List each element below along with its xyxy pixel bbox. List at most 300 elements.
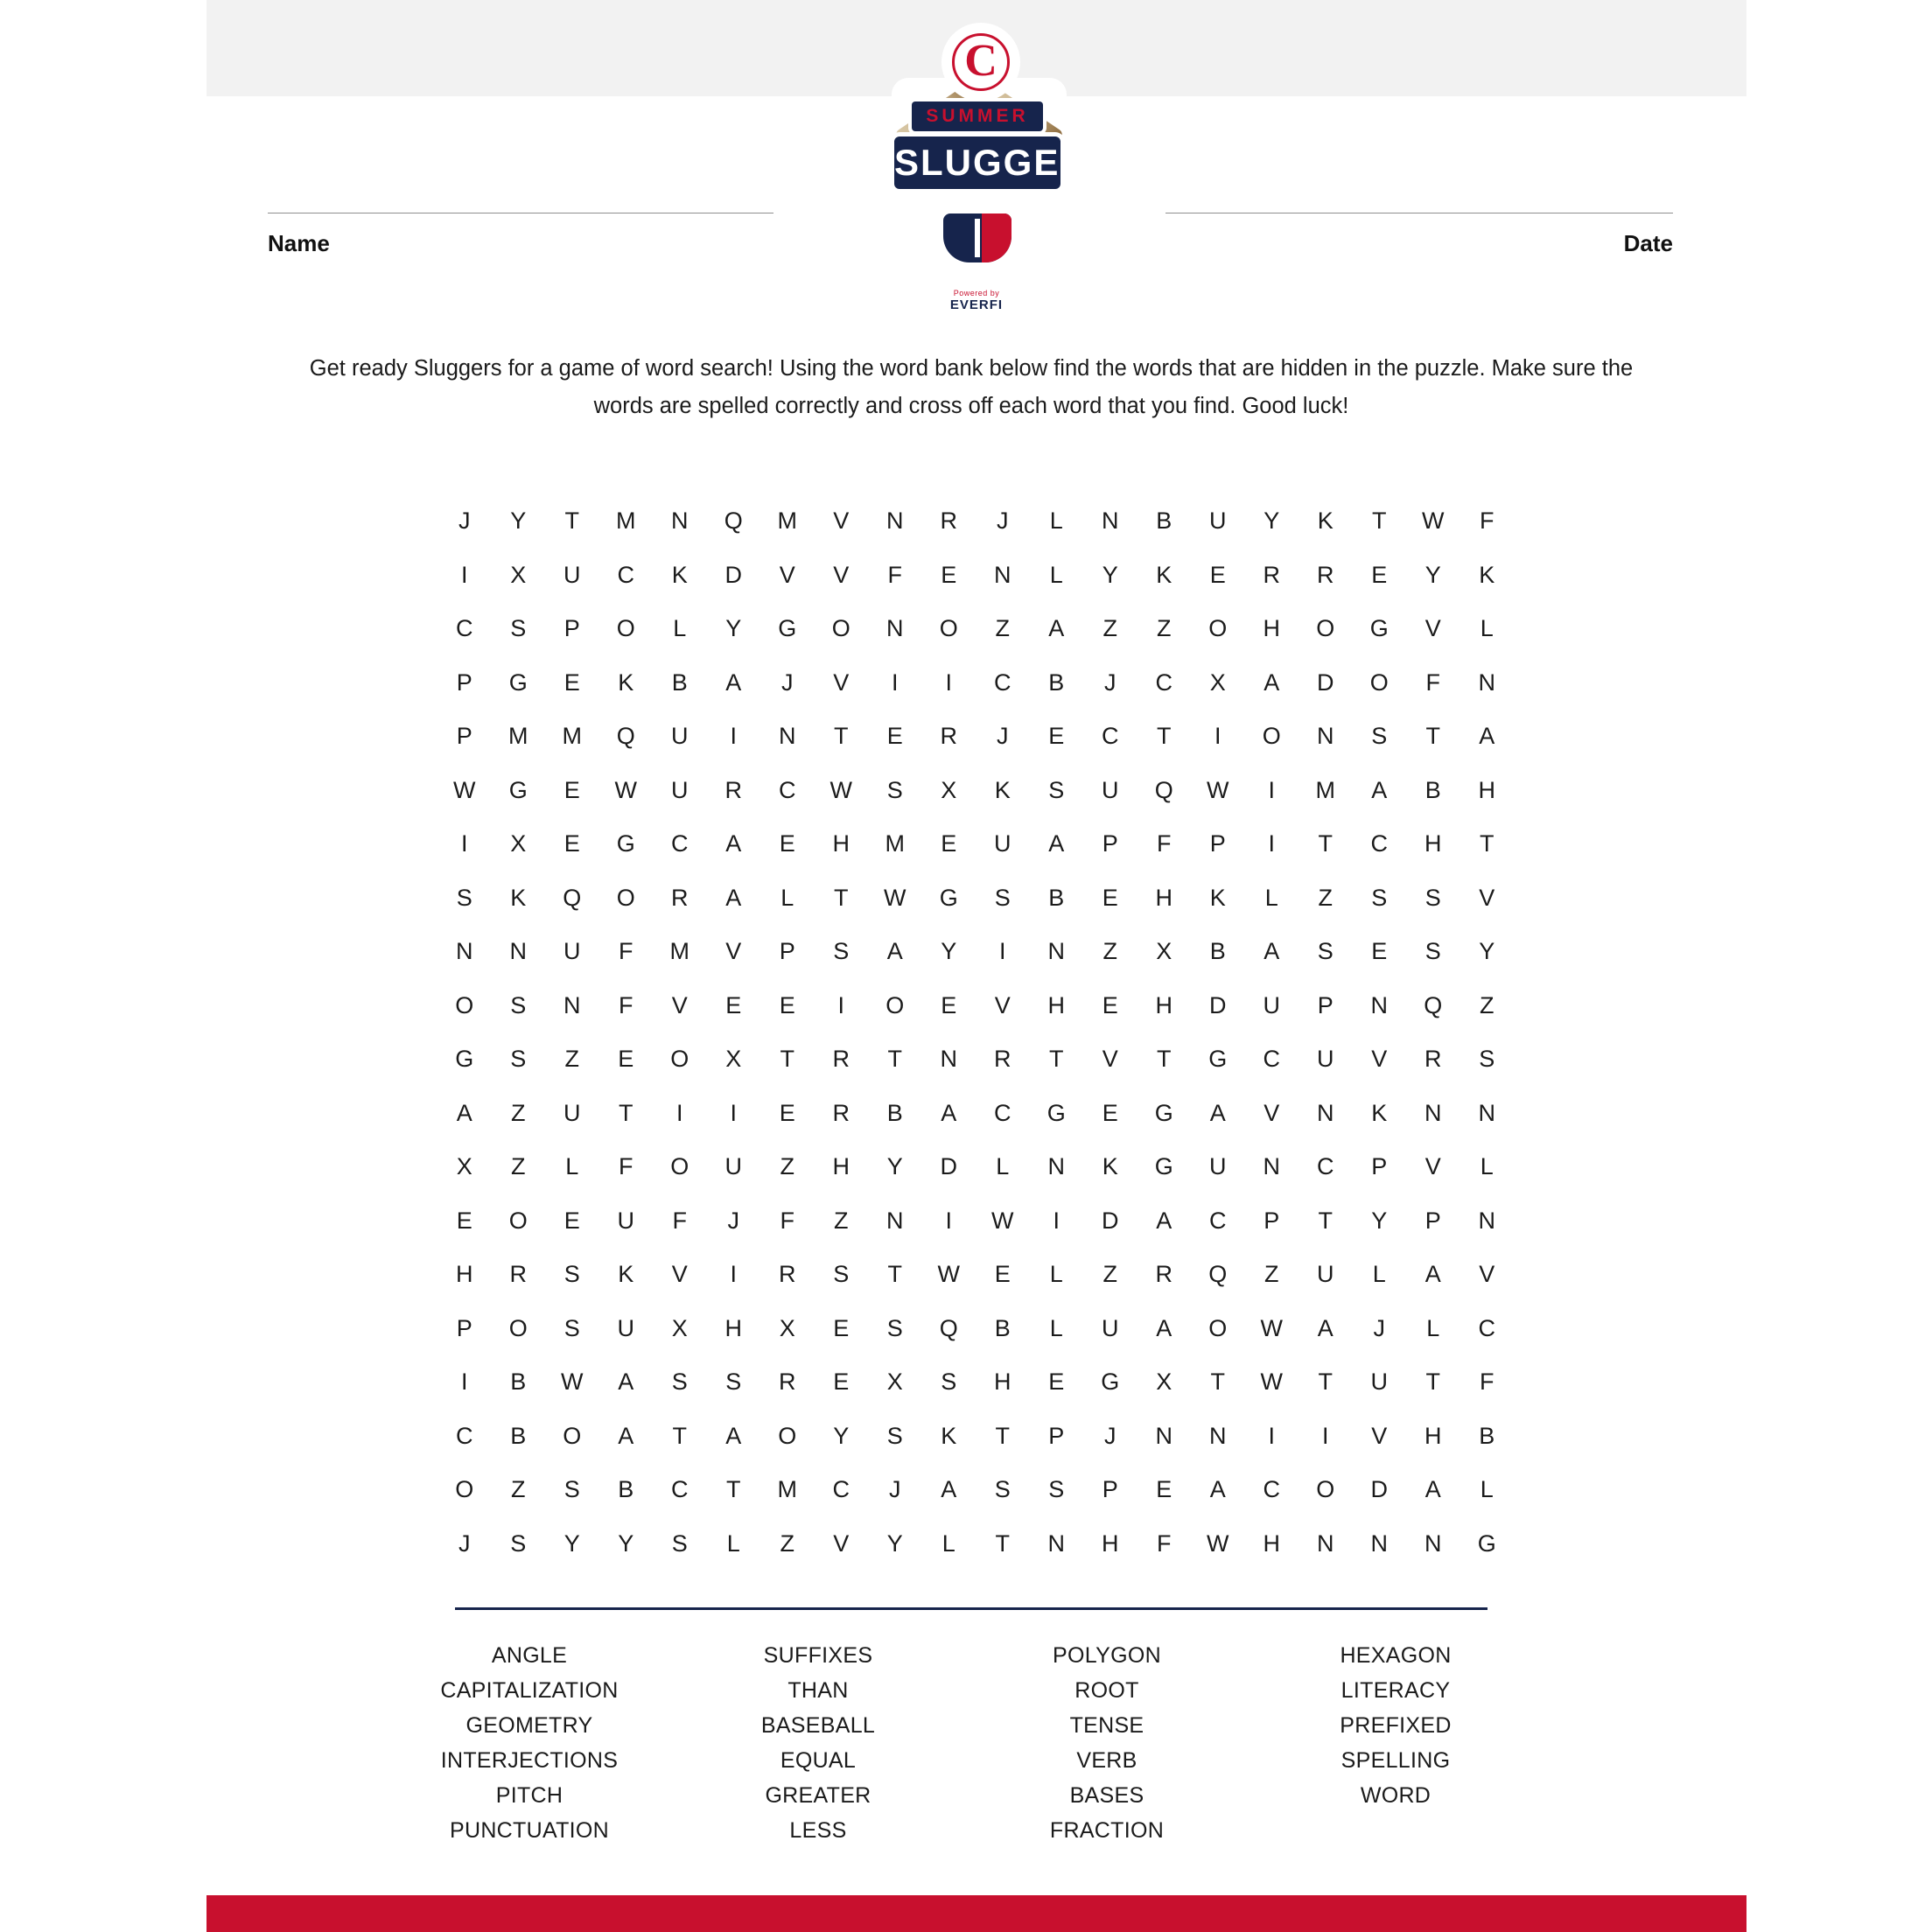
grid-cell[interactable]: B (1156, 508, 1172, 535)
grid-cell[interactable]: R (940, 508, 957, 535)
grid-cell[interactable]: N (1317, 723, 1334, 750)
grid-cell[interactable]: T (619, 1099, 634, 1126)
word-bank-item[interactable]: EQUAL (780, 1748, 857, 1773)
grid-cell[interactable]: Q (1208, 1261, 1228, 1288)
grid-cell[interactable]: O (1262, 723, 1281, 750)
grid-cell[interactable]: J (781, 668, 794, 696)
grid-cell[interactable]: T (887, 1046, 902, 1073)
grid-cell[interactable]: Y (941, 938, 957, 965)
grid-cell[interactable]: Y (1424, 561, 1441, 588)
grid-cell[interactable]: A (618, 1368, 634, 1396)
grid-cell[interactable]: Z (1264, 1261, 1279, 1288)
grid-cell[interactable]: P (456, 1314, 472, 1341)
grid-cell[interactable]: C (456, 1422, 473, 1449)
grid-cell[interactable]: H (1155, 884, 1172, 911)
grid-cell[interactable]: C (1102, 723, 1119, 750)
grid-cell[interactable]: A (725, 668, 742, 696)
grid-cell[interactable]: S (833, 938, 850, 965)
grid-cell[interactable]: U (564, 561, 581, 588)
grid-cell[interactable]: O (455, 991, 474, 1018)
grid-cell[interactable]: V (1102, 1046, 1118, 1073)
grid-cell[interactable]: H (1155, 991, 1172, 1018)
grid-cell[interactable]: L (1049, 561, 1063, 588)
grid-cell[interactable]: I (1268, 830, 1275, 858)
grid-cell[interactable]: U (617, 1207, 634, 1234)
grid-cell[interactable]: B (886, 1099, 903, 1126)
grid-cell[interactable]: W (937, 1261, 960, 1288)
grid-cell[interactable]: S (564, 1314, 580, 1341)
grid-cell[interactable]: Z (1157, 615, 1172, 642)
grid-cell[interactable]: S (1317, 938, 1334, 965)
grid-cell[interactable]: G (939, 884, 958, 911)
grid-cell[interactable]: N (1263, 1153, 1280, 1180)
grid-cell[interactable]: N (1047, 1530, 1065, 1557)
grid-cell[interactable]: N (1478, 1099, 1495, 1126)
grid-cell[interactable]: P (456, 723, 472, 750)
grid-cell[interactable]: S (833, 1261, 850, 1288)
word-bank-item[interactable]: PUNCTUATION (450, 1818, 609, 1843)
grid-cell[interactable]: N (564, 991, 581, 1018)
grid-cell[interactable]: V (833, 508, 850, 535)
grid-cell[interactable]: E (779, 830, 795, 858)
grid-cell[interactable]: R (1155, 1261, 1172, 1288)
grid-cell[interactable]: N (456, 938, 473, 965)
grid-cell[interactable]: U (724, 1153, 742, 1180)
grid-cell[interactable]: W (1260, 1314, 1283, 1341)
grid-cell[interactable]: E (941, 830, 957, 858)
grid-cell[interactable]: N (1370, 1530, 1388, 1557)
word-bank-item[interactable]: POLYGON (1053, 1643, 1161, 1668)
grid-cell[interactable]: J (458, 1530, 471, 1557)
grid-cell[interactable]: P (564, 615, 580, 642)
grid-cell[interactable]: E (725, 991, 742, 1018)
word-bank-item[interactable]: VERB (1076, 1748, 1138, 1773)
grid-cell[interactable]: L (1049, 1261, 1063, 1288)
grid-cell[interactable]: L (673, 615, 687, 642)
grid-cell[interactable]: Z (995, 615, 1010, 642)
grid-cell[interactable]: D (1209, 991, 1227, 1018)
grid-cell[interactable]: W (830, 776, 852, 803)
grid-cell[interactable]: Z (511, 1153, 526, 1180)
grid-cell[interactable]: M (616, 508, 636, 535)
grid-cell[interactable]: P (1209, 830, 1226, 858)
grid-cell[interactable]: K (941, 1422, 957, 1449)
grid-cell[interactable]: M (777, 1476, 797, 1503)
grid-cell[interactable]: J (1104, 1422, 1116, 1449)
grid-cell[interactable]: U (1209, 1153, 1227, 1180)
grid-cell[interactable]: W (453, 776, 476, 803)
grid-cell[interactable]: I (460, 830, 468, 858)
grid-cell[interactable]: N (886, 1207, 904, 1234)
grid-cell[interactable]: A (725, 884, 742, 911)
word-bank-item[interactable]: WORD (1360, 1783, 1432, 1808)
word-bank-item[interactable]: FRACTION (1049, 1818, 1165, 1843)
grid-cell[interactable]: V (833, 561, 850, 588)
grid-cell[interactable]: V (1424, 1153, 1441, 1180)
grid-cell[interactable]: B (510, 1422, 527, 1449)
grid-cell[interactable]: Y (833, 1422, 850, 1449)
grid-cell[interactable]: B (994, 1314, 1011, 1341)
grid-cell[interactable]: N (1102, 508, 1119, 535)
grid-cell[interactable]: Z (1102, 1261, 1117, 1288)
grid-cell[interactable]: H (1424, 1422, 1442, 1449)
grid-cell[interactable]: T (1480, 830, 1494, 858)
grid-cell[interactable]: I (676, 1099, 683, 1126)
grid-cell[interactable]: A (1156, 1207, 1172, 1234)
grid-cell[interactable]: E (994, 1261, 1011, 1288)
grid-cell[interactable]: G (778, 615, 797, 642)
grid-cell[interactable]: I (460, 561, 468, 588)
grid-cell[interactable]: W (1422, 508, 1445, 535)
grid-cell[interactable]: N (509, 938, 527, 965)
grid-cell[interactable]: E (1371, 938, 1388, 965)
grid-cell[interactable]: O (1316, 615, 1335, 642)
word-bank-item[interactable]: TENSE (1069, 1713, 1144, 1738)
grid-cell[interactable]: W (1207, 776, 1229, 803)
grid-cell[interactable]: W (1260, 1368, 1283, 1396)
grid-cell[interactable]: X (510, 561, 527, 588)
word-bank-item[interactable]: SUFFIXES (763, 1643, 873, 1668)
grid-cell[interactable]: D (724, 561, 742, 588)
grid-cell[interactable]: N (1047, 1153, 1065, 1180)
grid-cell[interactable]: F (619, 1153, 634, 1180)
grid-cell[interactable]: L (1372, 1261, 1386, 1288)
grid-cell[interactable]: T (1157, 1046, 1172, 1073)
grid-cell[interactable]: I (730, 1261, 737, 1288)
grid-cell[interactable]: R (1263, 561, 1280, 588)
grid-cell[interactable]: C (671, 830, 689, 858)
grid-cell[interactable]: E (564, 830, 580, 858)
grid-cell[interactable]: M (669, 938, 690, 965)
grid-cell[interactable]: N (1478, 668, 1495, 696)
grid-cell[interactable]: K (618, 668, 634, 696)
grid-cell[interactable]: R (1317, 561, 1334, 588)
grid-cell[interactable]: E (1156, 1476, 1172, 1503)
grid-cell[interactable]: N (1424, 1530, 1442, 1557)
grid-cell[interactable]: S (1048, 776, 1065, 803)
grid-cell[interactable]: K (994, 776, 1011, 803)
grid-cell[interactable]: L (1049, 1314, 1063, 1341)
grid-cell[interactable]: H (724, 1314, 742, 1341)
grid-cell[interactable]: S (456, 884, 472, 911)
grid-cell[interactable]: H (1047, 991, 1065, 1018)
grid-cell[interactable]: Q (563, 884, 582, 911)
grid-cell[interactable]: J (1373, 1314, 1385, 1341)
grid-cell[interactable]: Y (1371, 1207, 1388, 1234)
word-bank-item[interactable]: CAPITALIZATION (440, 1678, 619, 1703)
grid-cell[interactable]: P (1264, 1207, 1280, 1234)
grid-cell[interactable]: J (458, 508, 471, 535)
grid-cell[interactable]: K (1317, 508, 1334, 535)
grid-cell[interactable]: P (1317, 991, 1334, 1018)
grid-cell[interactable]: A (1264, 668, 1280, 696)
grid-cell[interactable]: A (1048, 615, 1065, 642)
grid-cell[interactable]: N (1047, 938, 1065, 965)
grid-cell[interactable]: K (1209, 884, 1226, 911)
grid-cell[interactable]: I (945, 1207, 952, 1234)
grid-cell[interactable]: C (994, 668, 1012, 696)
grid-cell[interactable]: V (1479, 884, 1495, 911)
grid-cell[interactable]: I (730, 723, 737, 750)
grid-cell[interactable]: A (1479, 723, 1495, 750)
grid-cell[interactable]: L (1426, 1314, 1440, 1341)
grid-cell[interactable]: C (1317, 1153, 1334, 1180)
grid-cell[interactable]: C (779, 776, 796, 803)
grid-cell[interactable]: T (1318, 1368, 1333, 1396)
grid-cell[interactable]: O (670, 1046, 690, 1073)
grid-cell[interactable]: I (1268, 1422, 1275, 1449)
grid-cell[interactable]: S (886, 776, 903, 803)
grid-cell[interactable]: L (1480, 1476, 1494, 1503)
word-bank-item[interactable]: ROOT (1074, 1678, 1139, 1703)
word-bank-item[interactable]: ANGLE (491, 1643, 568, 1668)
grid-cell[interactable]: H (994, 1368, 1012, 1396)
word-bank-item[interactable]: BASEBALL (760, 1713, 876, 1738)
grid-cell[interactable]: H (1263, 615, 1280, 642)
grid-cell[interactable]: D (1102, 1207, 1119, 1234)
grid-cell[interactable]: E (941, 991, 957, 1018)
grid-cell[interactable]: N (1317, 1530, 1334, 1557)
grid-cell[interactable]: G (1154, 1099, 1173, 1126)
grid-cell[interactable]: I (730, 1099, 737, 1126)
grid-cell[interactable]: N (1317, 1099, 1334, 1126)
grid-cell[interactable]: U (671, 723, 689, 750)
grid-cell[interactable]: U (1102, 1314, 1119, 1341)
grid-cell[interactable]: S (564, 1476, 580, 1503)
grid-cell[interactable]: T (1210, 1368, 1225, 1396)
grid-cell[interactable]: S (725, 1368, 742, 1396)
grid-cell[interactable]: Q (939, 1314, 958, 1341)
grid-cell[interactable]: Y (1479, 938, 1495, 965)
grid-cell[interactable]: U (671, 776, 689, 803)
grid-cell[interactable]: L (565, 1153, 579, 1180)
grid-cell[interactable]: F (672, 1207, 687, 1234)
grid-cell[interactable]: E (618, 1046, 634, 1073)
grid-cell[interactable]: T (1157, 723, 1172, 750)
grid-cell[interactable]: P (1424, 1207, 1441, 1234)
grid-cell[interactable]: E (1048, 1368, 1065, 1396)
grid-cell[interactable]: R (832, 1046, 850, 1073)
grid-cell[interactable]: K (671, 561, 688, 588)
grid-cell[interactable]: I (1268, 776, 1275, 803)
grid-cell[interactable]: R (509, 1261, 527, 1288)
grid-cell[interactable]: V (671, 991, 688, 1018)
grid-cell[interactable]: F (1425, 668, 1440, 696)
grid-cell[interactable]: T (1372, 508, 1387, 535)
grid-cell[interactable]: V (833, 1530, 850, 1557)
grid-cell[interactable]: T (1318, 830, 1333, 858)
grid-cell[interactable]: U (1102, 776, 1119, 803)
grid-cell[interactable]: Q (616, 723, 635, 750)
grid-cell[interactable]: E (833, 1314, 850, 1341)
grid-cell[interactable]: E (779, 1099, 795, 1126)
grid-cell[interactable]: A (1209, 1476, 1226, 1503)
grid-cell[interactable]: N (1478, 1207, 1495, 1234)
grid-cell[interactable]: P (1371, 1153, 1388, 1180)
grid-cell[interactable]: C (832, 1476, 850, 1503)
grid-cell[interactable]: O (508, 1314, 528, 1341)
grid-cell[interactable]: S (994, 884, 1011, 911)
grid-cell[interactable]: O (616, 884, 635, 911)
grid-cell[interactable]: U (1370, 1368, 1388, 1396)
grid-cell[interactable]: A (1209, 1099, 1226, 1126)
grid-cell[interactable]: N (886, 615, 904, 642)
grid-cell[interactable]: G (1208, 1046, 1228, 1073)
grid-cell[interactable]: B (1479, 1422, 1495, 1449)
grid-cell[interactable]: G (455, 1046, 474, 1073)
grid-cell[interactable]: I (1321, 1422, 1329, 1449)
grid-cell[interactable]: S (1424, 884, 1441, 911)
grid-cell[interactable]: N (1155, 1422, 1172, 1449)
grid-cell[interactable]: K (1371, 1099, 1388, 1126)
grid-cell[interactable]: U (994, 830, 1012, 858)
grid-cell[interactable]: S (564, 1261, 580, 1288)
grid-cell[interactable]: S (510, 615, 527, 642)
grid-cell[interactable]: O (1208, 615, 1228, 642)
grid-cell[interactable]: Z (1102, 615, 1117, 642)
grid-cell[interactable]: S (886, 1422, 903, 1449)
grid-cell[interactable]: T (1425, 1368, 1440, 1396)
grid-cell[interactable]: A (886, 938, 903, 965)
grid-cell[interactable]: N (1209, 1422, 1227, 1449)
grid-cell[interactable]: Y (886, 1530, 903, 1557)
grid-cell[interactable]: C (1370, 830, 1388, 858)
grid-cell[interactable]: C (1263, 1476, 1280, 1503)
grid-cell[interactable]: U (1317, 1261, 1334, 1288)
grid-cell[interactable]: H (1424, 830, 1442, 858)
grid-cell[interactable]: C (1155, 668, 1172, 696)
word-bank-item[interactable]: SPELLING (1340, 1748, 1451, 1773)
grid-cell[interactable]: C (456, 615, 473, 642)
grid-cell[interactable]: W (991, 1207, 1014, 1234)
grid-cell[interactable]: Z (1318, 884, 1333, 911)
grid-cell[interactable]: S (510, 1046, 527, 1073)
word-bank-item[interactable]: PREFIXED (1340, 1713, 1452, 1738)
word-bank-item[interactable]: LITERACY (1340, 1678, 1451, 1703)
grid-cell[interactable]: S (671, 1530, 688, 1557)
word-bank-item[interactable]: LESS (789, 1818, 847, 1843)
grid-cell[interactable]: O (563, 1422, 582, 1449)
grid-cell[interactable]: Y (886, 1153, 903, 1180)
grid-cell[interactable]: N (671, 508, 689, 535)
grid-cell[interactable]: J (727, 1207, 739, 1234)
grid-cell[interactable]: C (994, 1099, 1012, 1126)
grid-cell[interactable]: C (617, 561, 634, 588)
grid-cell[interactable]: R (1424, 1046, 1442, 1073)
grid-cell[interactable]: G (1477, 1530, 1496, 1557)
grid-cell[interactable]: X (886, 1368, 903, 1396)
grid-cell[interactable]: K (1479, 561, 1495, 588)
grid-cell[interactable]: R (779, 1261, 796, 1288)
grid-cell[interactable]: P (1048, 1422, 1065, 1449)
grid-cell[interactable]: S (1479, 1046, 1495, 1073)
grid-cell[interactable]: E (886, 723, 903, 750)
grid-cell[interactable]: R (832, 1099, 850, 1126)
grid-cell[interactable]: W (561, 1368, 584, 1396)
grid-cell[interactable]: I (1214, 723, 1222, 750)
grid-cell[interactable]: R (994, 1046, 1012, 1073)
grid-cell[interactable]: M (1315, 776, 1335, 803)
grid-cell[interactable]: U (1317, 1046, 1334, 1073)
grid-cell[interactable]: O (508, 1207, 528, 1234)
grid-cell[interactable]: C (1263, 1046, 1280, 1073)
grid-cell[interactable]: I (945, 668, 952, 696)
grid-cell[interactable]: P (456, 668, 472, 696)
grid-cell[interactable]: G (1046, 1099, 1066, 1126)
grid-cell[interactable]: Z (834, 1207, 849, 1234)
grid-cell[interactable]: F (1480, 508, 1494, 535)
grid-cell[interactable]: S (1371, 723, 1388, 750)
grid-cell[interactable]: H (832, 1153, 850, 1180)
grid-cell[interactable]: O (1369, 668, 1389, 696)
grid-cell[interactable]: L (1480, 615, 1494, 642)
date-write-line[interactable] (1166, 213, 1673, 214)
grid-cell[interactable]: T (1425, 723, 1440, 750)
grid-cell[interactable]: F (619, 991, 634, 1018)
grid-cell[interactable]: V (1371, 1046, 1388, 1073)
grid-cell[interactable]: A (941, 1099, 957, 1126)
grid-cell[interactable]: N (886, 508, 904, 535)
grid-cell[interactable]: N (994, 561, 1012, 588)
grid-cell[interactable]: Q (724, 508, 743, 535)
grid-cell[interactable]: P (779, 938, 795, 965)
grid-cell[interactable]: G (1369, 615, 1389, 642)
grid-cell[interactable]: L (1264, 884, 1278, 911)
grid-cell[interactable]: B (671, 668, 688, 696)
word-bank-item[interactable]: GREATER (765, 1783, 872, 1808)
grid-cell[interactable]: J (1104, 668, 1116, 696)
grid-cell[interactable]: A (1048, 830, 1065, 858)
grid-cell[interactable]: A (941, 1476, 957, 1503)
grid-cell[interactable]: T (887, 1261, 902, 1288)
grid-cell[interactable]: E (779, 991, 795, 1018)
grid-cell[interactable]: R (940, 723, 957, 750)
grid-cell[interactable]: X (725, 1046, 742, 1073)
grid-cell[interactable]: L (780, 884, 794, 911)
grid-cell[interactable]: W (614, 776, 637, 803)
grid-cell[interactable]: B (1048, 884, 1065, 911)
grid-cell[interactable]: O (455, 1476, 474, 1503)
grid-cell[interactable]: E (1102, 1099, 1118, 1126)
grid-cell[interactable]: N (1424, 1099, 1442, 1126)
grid-cell[interactable]: A (725, 1422, 742, 1449)
grid-cell[interactable]: I (998, 938, 1006, 965)
grid-cell[interactable]: O (831, 615, 850, 642)
grid-cell[interactable]: J (997, 723, 1009, 750)
grid-cell[interactable]: T (834, 884, 849, 911)
grid-cell[interactable]: G (616, 830, 635, 858)
grid-cell[interactable]: S (1048, 1476, 1065, 1503)
grid-cell[interactable]: U (617, 1314, 634, 1341)
grid-cell[interactable]: Z (1102, 938, 1117, 965)
grid-cell[interactable]: Z (780, 1153, 794, 1180)
grid-cell[interactable]: L (996, 1153, 1010, 1180)
word-bank-item[interactable]: BASES (1069, 1783, 1144, 1808)
grid-cell[interactable]: Z (780, 1530, 794, 1557)
grid-cell[interactable]: E (456, 1207, 472, 1234)
word-bank-item[interactable]: GEOMETRY (466, 1713, 593, 1738)
grid-cell[interactable]: X (1156, 1368, 1172, 1396)
grid-cell[interactable]: E (564, 1207, 580, 1234)
grid-cell[interactable]: Y (1102, 561, 1118, 588)
word-bank-item[interactable]: PITCH (495, 1783, 564, 1808)
grid-cell[interactable]: T (995, 1422, 1010, 1449)
grid-cell[interactable]: V (725, 938, 742, 965)
grid-cell[interactable]: U (1263, 991, 1280, 1018)
grid-cell[interactable]: T (834, 723, 849, 750)
grid-cell[interactable]: V (833, 668, 850, 696)
grid-cell[interactable]: R (779, 1368, 796, 1396)
